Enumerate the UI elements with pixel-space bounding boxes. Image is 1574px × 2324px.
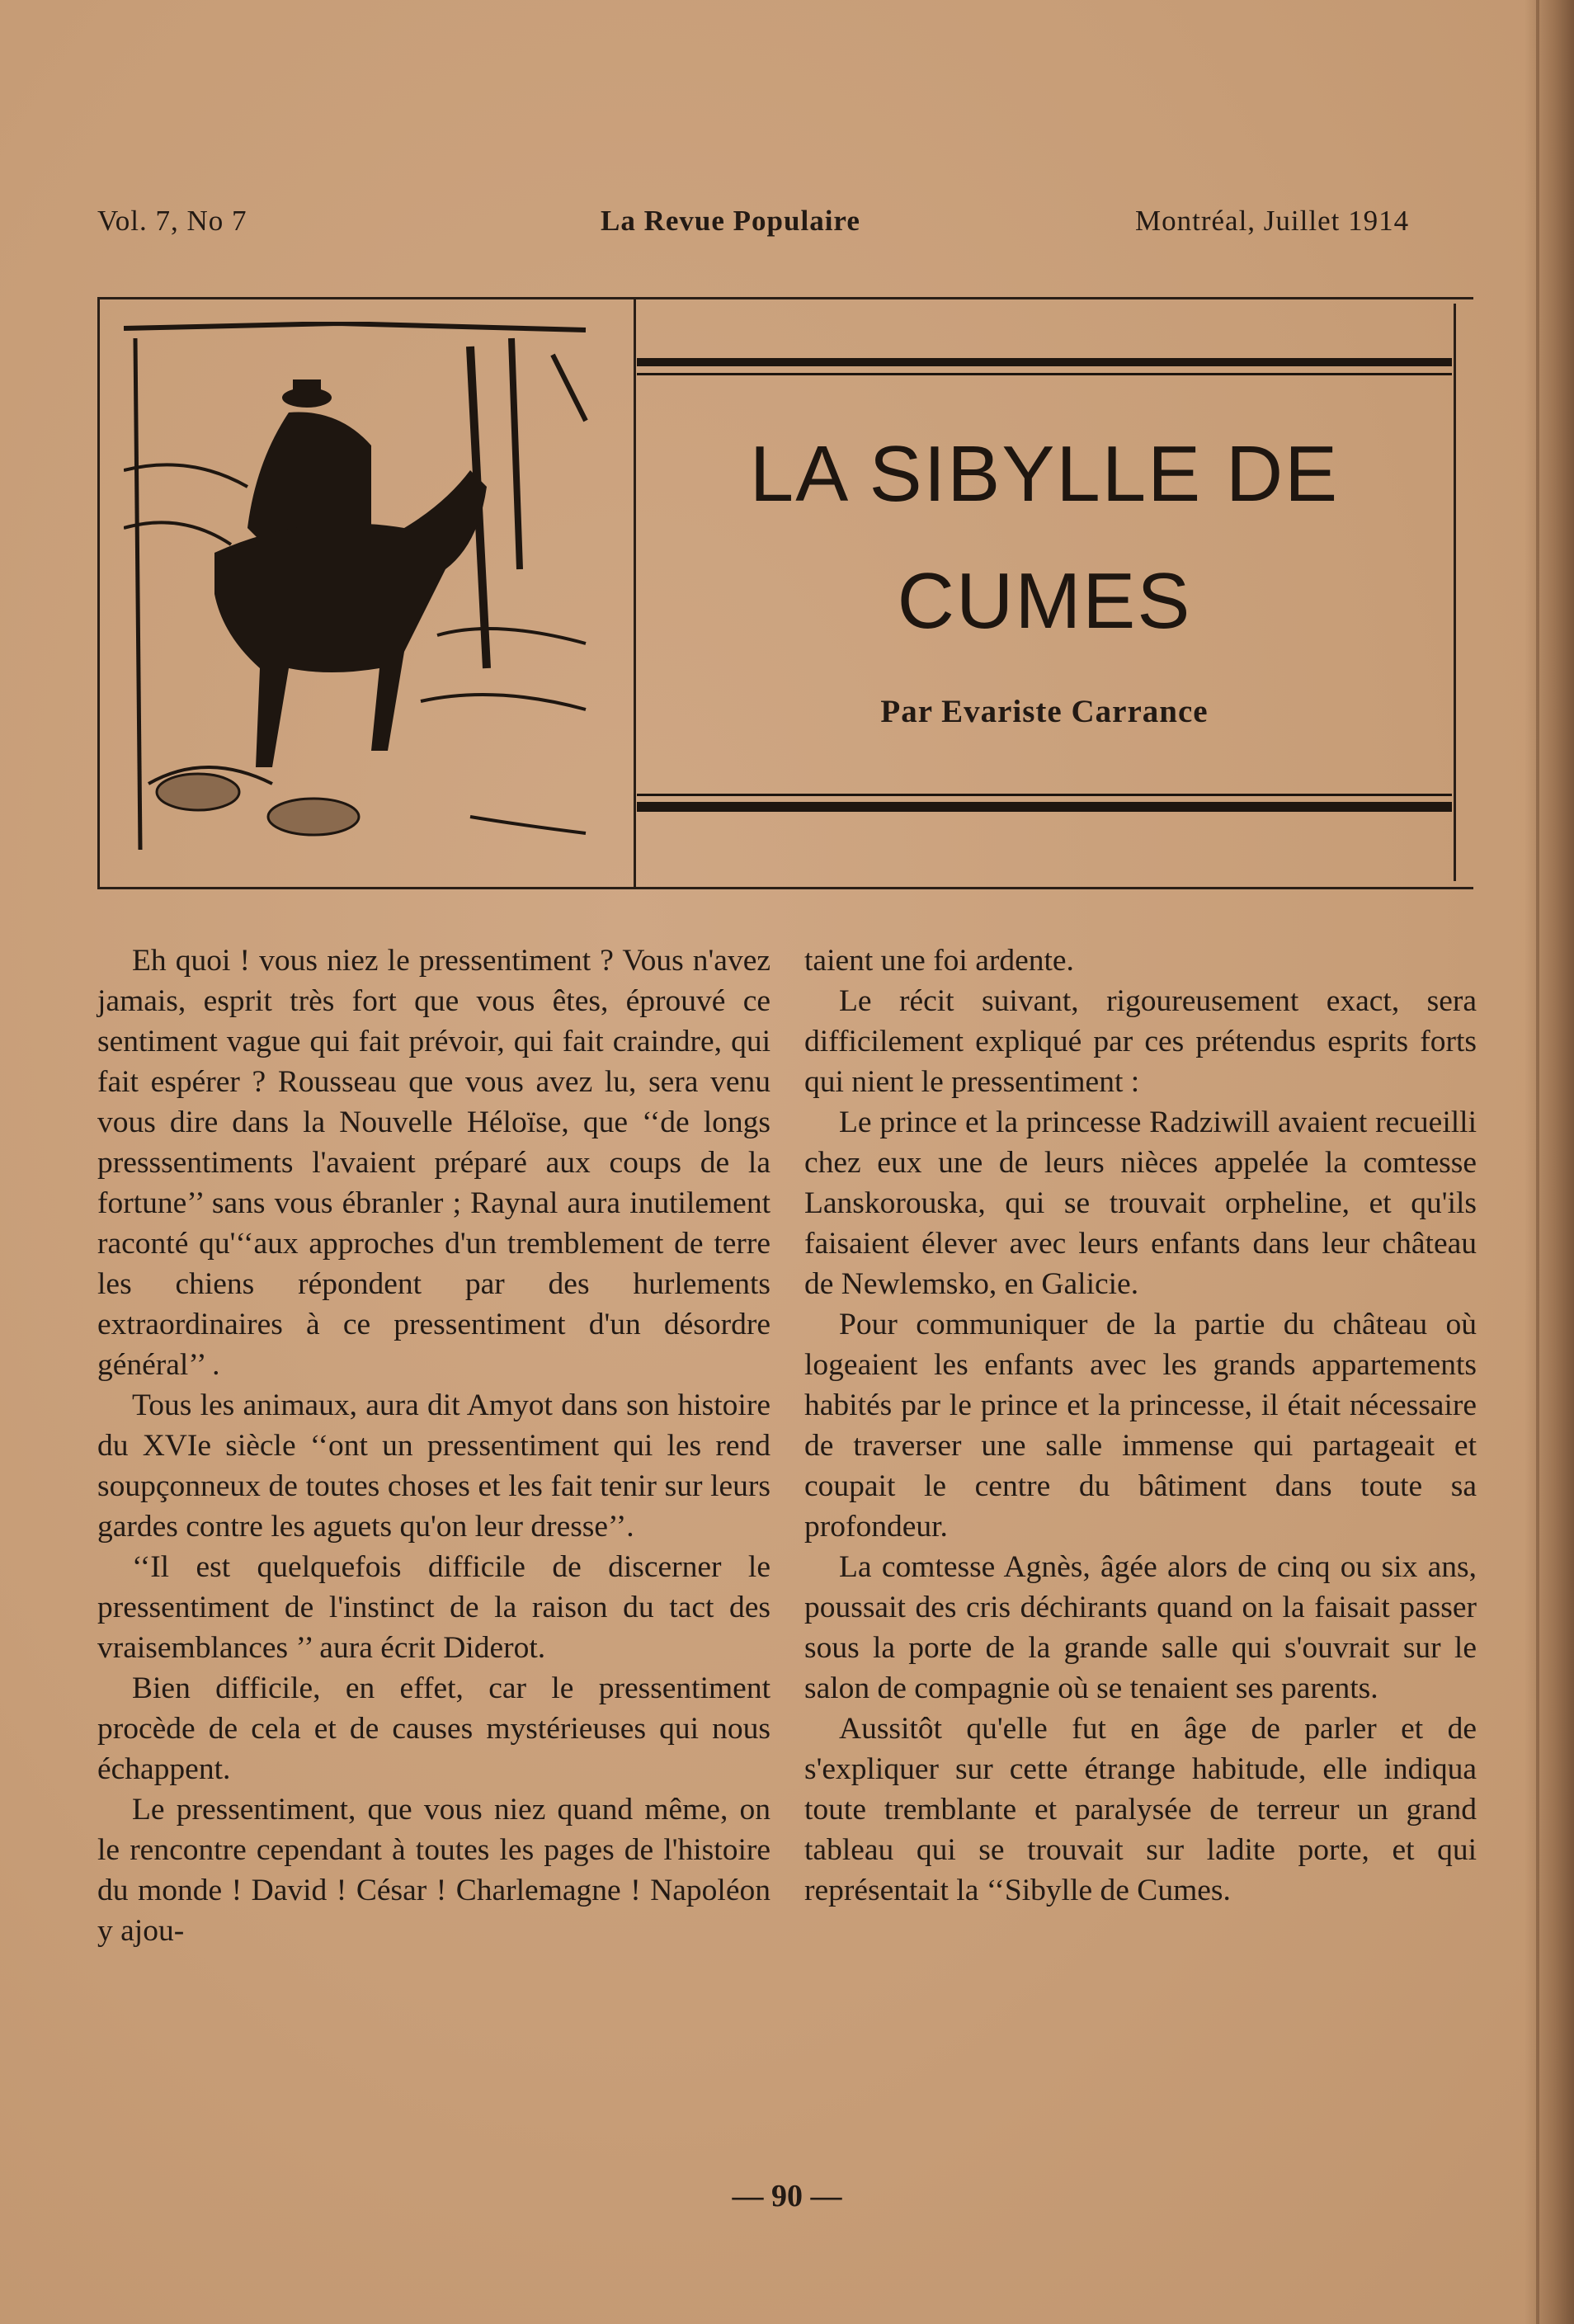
banner-divider	[634, 297, 636, 889]
paragraph: Aussitôt qu'elle fut en âge de parler et de s'expliquer sur cette étrange habitude, elle indiqua toute tremblante et paralysée de terreur un grand tableau qui se trouvait sur ladite porte, et qui représentait la ‘‘Sibylle de Cumes.	[804, 1712, 1477, 1907]
banner-rule-thin-bottom	[637, 794, 1452, 796]
paragraph: Le pressentiment, que vous niez quand même, on le rencontre cependant à toutes les pages de l'histoire du monde ! David ! César ! Charlemagne ! Napoléon y ajou-	[97, 1793, 771, 1948]
paragraph: Tous les animaux, aura dit Amyot dans son histoire du XVIe siècle ‘‘ont un pressentiment qui les rend soupçonneux de toutes choses et les fait tenir sur leurs gardes contre les aguets qu'on leur dresse’’.	[97, 1388, 771, 1544]
banner-rule-thick-top	[637, 358, 1452, 366]
article-title-line-2: CUMES	[897, 557, 1192, 645]
article-title-line-1: LA SIBYLLE DE	[749, 430, 1340, 518]
place-date: Montréal, Juillet 1914	[1135, 205, 1410, 237]
paragraph: Eh quoi ! vous niez le pressentiment ? Vous n'avez jamais, esprit très fort que vous êtes, éprouvé ce sentiment vague qui fait prévoir, qui fait craindre, qui fait espérer ? Rousseau que vous avez lu, sera venu vous dire dans la Nouvelle Héloïse, que ‘‘de longs presssentiments l'avaient préparé aux coups de la fortune’’ sans vous ébranler ; Raynal aura inutilement raconté qu'‘‘aux approches d'un tremblement de terre les chiens répondent par des hurlements extraordinaires à ce pressentiment d'un désordre général’’ .	[97, 944, 771, 1382]
paragraph: Bien difficile, en effet, car le pressentiment procède de cela et de causes mystérieuses qui nous échappent.	[97, 1671, 771, 1786]
banner-rule-thin-top	[637, 373, 1452, 375]
page-edge-shadow	[1525, 0, 1574, 2324]
banner-left-border	[97, 297, 100, 889]
article-byline: Par Evariste Carrance	[880, 694, 1209, 729]
right-text-column	[804, 940, 1477, 1911]
banner-rule-thick-bottom	[637, 802, 1452, 812]
banner-top-border	[97, 297, 1473, 299]
journal-title: La Revue Populaire	[601, 205, 860, 237]
paragraph: Le prince et la princesse Radziwill avaient recueilli chez eux une de leurs nièces appelée la comtesse Lanskorouska, qui se trouvait orpheline, et qu'ils faisaient élever avec leurs enfants dans leur château de Newlemsko, en Galicie.	[804, 1105, 1477, 1301]
banner-right-border	[1454, 304, 1456, 881]
paragraph: Le récit suivant, rigoureusement exact, sera difficilement expliqué par ces prétendus esprits forts qui nient le pressentiment :	[804, 984, 1477, 1099]
volume-number: Vol. 7, No 7	[97, 205, 247, 237]
paragraph: ‘‘Il est quelquefois difficile de discerner le pressentiment de l'instinct de la raison du tact des vraisemblances ’’ aura écrit Diderot.	[97, 1550, 771, 1665]
binding-line	[1536, 0, 1539, 2324]
page-number: — 90 —	[732, 2179, 842, 2213]
paragraph: Pour communiquer de la partie du château où logeaient les enfants avec les grands appartements habités par le prince et la princesse, il était nécessaire de traverser une salle immense qui partageait et coupait le centre du bâtiment dans toute sa profondeur.	[804, 1308, 1477, 1544]
horseman-illustration	[124, 322, 610, 866]
left-text-column	[97, 940, 771, 1951]
paragraph-continuation: taient une foi ardente.	[804, 944, 1074, 978]
paragraph: La comtesse Agnès, âgée alors de cinq ou six ans, poussait des cris déchirants quand on la faisait passer sous la porte de la grande salle qui s'ouvrait sur le salon de compagnie où se tenaient ses parents.	[804, 1550, 1477, 1705]
banner-bottom-border	[97, 887, 1473, 889]
